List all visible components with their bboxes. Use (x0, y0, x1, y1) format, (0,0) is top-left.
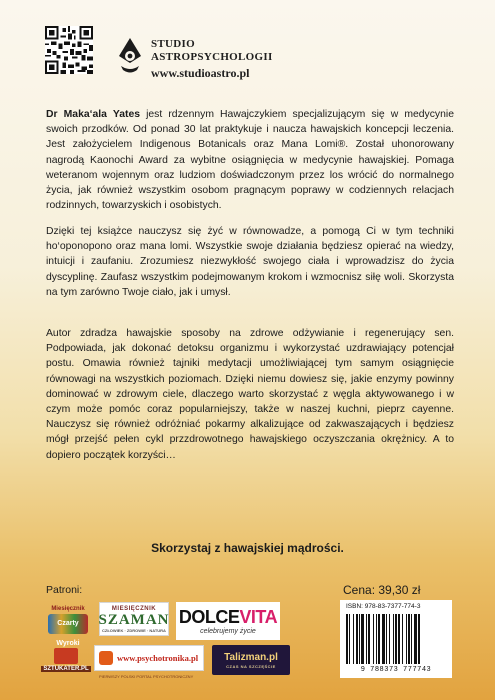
patrons-label: Patroni: (46, 584, 83, 596)
vita-label: VITA (239, 607, 278, 627)
barcode-bar (418, 614, 420, 664)
szaman-sub-label: CZŁOWIEK · ZDROWIE · NATURA (102, 627, 166, 633)
barcode-bar (408, 614, 410, 664)
author-bio-text: jest rdzennym Hawajczykiem specjalizującym się w medycynie swoich przodków. Od ponad 30 lat praktykuje i naucza hawajskich koncepcji leczenia. Jest założycielem Indigenous Botanicals oraz Mana Lomi®. Został uhonorowany nagrodą Kaonochi Award za wybitne osiągnięcia w medycynie hawajskiej. Pomaga weteranom wojennym oraz ludziom doświadczonym przez los wrócić do normalnego życia, jak również wszystkim osobom pragnącym poprawy w codziennych relacjach rodzinnych, towarzyskich i osobistych. (46, 109, 454, 212)
dolce-vita-logo (176, 602, 280, 640)
szaman-small-label: MIESIĘCZNIK (111, 605, 157, 612)
psychotronika-label: www.psychotronika.pl (117, 653, 199, 663)
psychotronika-logo (94, 645, 204, 679)
barcode-digits: 9 788373 777743 (360, 666, 432, 674)
author-name: Dr Maka‘ala Yates (46, 109, 141, 120)
czarty-wyroki-label: Czarty Wyroki (48, 614, 88, 634)
barcode-bar (398, 614, 400, 664)
sztukater-logo (44, 645, 88, 675)
dolce-vita-sub-label: celebrujemy życie (200, 628, 256, 635)
psychotronika-sub-label: PIERWSZY POLSKI PORTAL PSYCHOTRONICZNY (99, 674, 194, 679)
szaman-logo (99, 602, 169, 636)
barcode-bar (386, 614, 387, 664)
publisher-name (151, 38, 273, 64)
studio-astropsychologii-logo-icon (115, 36, 145, 76)
barcode-bar (376, 614, 377, 664)
barcode-bar (353, 614, 354, 664)
book-content-paragraph: Autor zdradza hawajskie sposoby na zdrowe odżywianie i regenerujący sen. Podpowiada, jak dokonać detoksu organizmu i wykorzystać uzdrawiający potencjał postu. Omawia również tajniki medytacji umożliwiającej tym samym osiągnięcie równowagi na wszystkich poziomach. Dzięki niemu dowiesz się, jakie enzymy powinny dominować w zdrowym ciele, dlaczego warto skorzystać z węgla aktywowanego i w czym może pomóc coraz popularniejszy, także w naszej kuchni, pieprz cayenne. Nauczysz się również odróżniać pokarmy alkalizujące od zakwaszających i będziesz mógł przejść pełen cykl przzdrowotnego hawajskiego oczyszczania okrężnicy. A to dopiero początek korzyści… (46, 328, 454, 461)
qr-code (45, 26, 93, 74)
barcode-bar (361, 614, 364, 664)
barcode-bar (378, 614, 380, 664)
sztukater-mark-icon (54, 648, 78, 664)
barcode-bar (411, 614, 412, 664)
barcode-bar (402, 614, 403, 664)
miesiecznik-czarty-logo (44, 602, 92, 647)
barcode-bar (346, 614, 348, 664)
barcode-bar (373, 614, 374, 664)
dolce-label: DOLCE (178, 607, 240, 627)
miesiecznik-label: Miesięcznik (51, 606, 85, 612)
barcode-bar (406, 614, 407, 664)
barcode-bar (359, 614, 360, 664)
barcode-bar (368, 614, 370, 664)
sztukater-label: SZTUKATER.PL (43, 666, 89, 672)
barcode-icon (344, 614, 448, 664)
price: Cena: 39,30 zł (343, 583, 421, 597)
tagline: Skorzystaj z hawajskiej mądrości. (151, 541, 344, 555)
isbn-barcode-box (340, 600, 452, 678)
barcode-bar (349, 614, 350, 664)
publisher-name-line2: ASTROPSYCHOLOGII (151, 51, 273, 63)
barcode-bar (356, 614, 358, 664)
barcode-bar (366, 614, 367, 664)
psychotronika-mark-icon (99, 651, 113, 665)
barcode-bar (393, 614, 394, 664)
talizman-logo (212, 645, 290, 675)
barcode-bar (382, 614, 385, 664)
barcode-bar (389, 614, 390, 664)
talizman-sub-label: CZAS NA SZCZĘŚCIE (226, 663, 276, 669)
szaman-big-label: SZAMAN (98, 611, 170, 628)
barcode-bar (395, 614, 397, 664)
book-description-paragraph: Dzięki tej książce nauczysz się żyć w równowadze, a pomogą Ci w tym techniki ho‘oponopono oraz mana lomi. Wszystkie swoje działania będziesz opierać na wiedzy, intuicji i zaufaniu. Zrozumiesz niezwykłość swojego ciała i wprowadzisz do życia dyscyplinę. Zaufasz wszystkim podejmowanym krokom i wzmocnisz siłę woli. Skorzysta na tym zarówno Twoje ciało, jak i umysł. (46, 226, 454, 298)
publisher-name-line1: STUDIO (151, 38, 195, 50)
barcode-bar (414, 614, 417, 664)
publisher-url: www.studioastro.pl (151, 66, 250, 80)
isbn-label: ISBN: 978-83-7377-774-3 (346, 603, 421, 610)
talizman-label: Talizman.pl (224, 651, 278, 663)
author-bio-paragraph (46, 107, 454, 213)
